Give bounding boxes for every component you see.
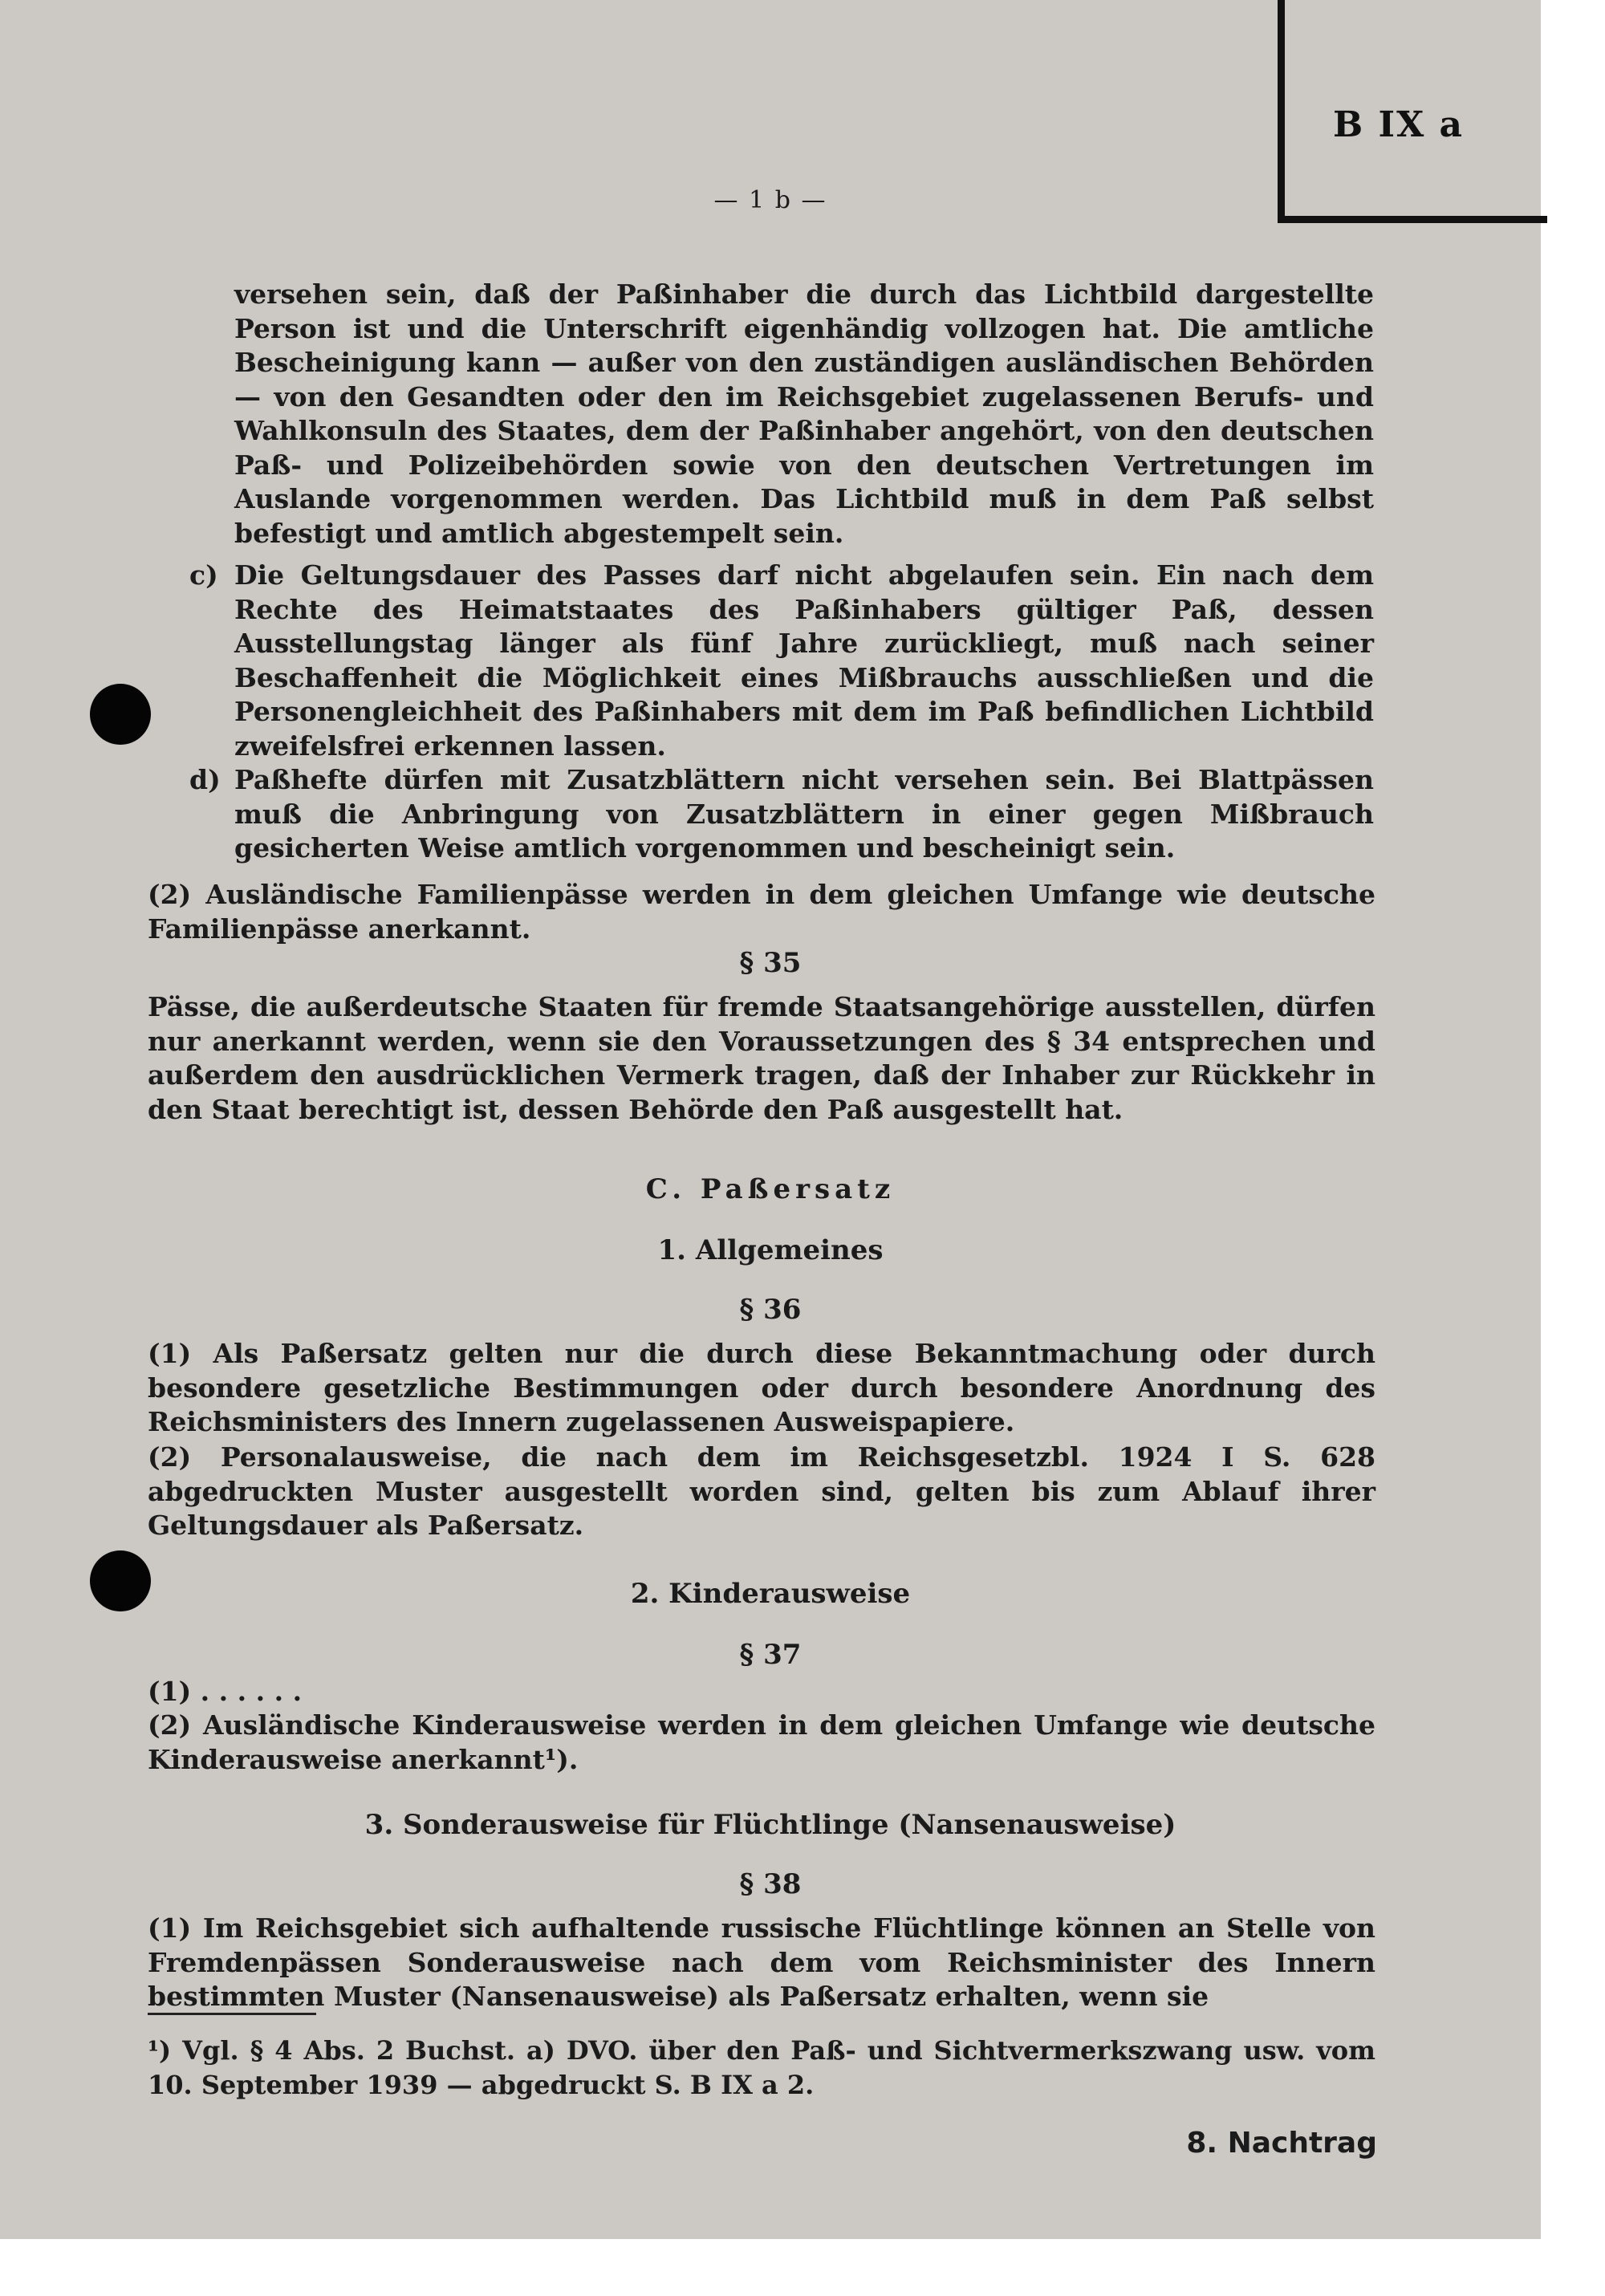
section-c-title: C. Paßersatz — [645, 1173, 896, 1205]
section-35-text: Pässe, die außerdeutsche Staaten für fremde Staatsangehörige ausstellen, dürfen nur anerkannt werden, wenn sie den Voraussetzungen des § 34 entsprechen und außerdem den ausdrücklichen Vermerk tragen, daß der Inhaber zur Rückkehr in den Staat berechtigt ist, dessen Behörde den Paß ausgestellt hat. — [148, 991, 1375, 1125]
item-d-label: d) — [189, 764, 221, 795]
paragraph-familienpaesse: (2) Ausländische Familienpässe werden in dem gleichen Umfange wie deutsche Familienpässe anerkannt. — [148, 879, 1375, 945]
section-35-heading: § 35 — [739, 947, 802, 979]
footnote-divider — [148, 2013, 316, 2015]
section-38-heading: § 38 — [739, 1868, 802, 1900]
item-c-text: Die Geltungsdauer des Passes darf nicht abgelaufen sein. Ein nach dem Rechte des Heimatstaates des Paßinhabers gültiger Paß, dessen Ausstellungstag länger als fünf Jahre zurückliegt, muß nach seiner Beschaffenheit die Möglichkeit eines Mißbrauchs ausschließen und die Personengleichheit des Paßinhabers mit dem im Paß befindlichen Lichtbild zweifelsfrei erkennen lassen. — [234, 559, 1374, 762]
section-36-heading: § 36 — [739, 1294, 802, 1326]
item-d-text: Paßhefte dürfen mit Zusatzblättern nicht versehen sein. Bei Blattpässen muß die Anbringung von Zusatzblättern in einer gegen Mißbrauch gesicherten Weise amtlich vorgenommen und bescheinigt sein. — [234, 764, 1374, 864]
footnote: ¹) Vgl. § 4 Abs. 2 Buchst. a) DVO. über den Paß- und Sichtvermerkszwang usw. vom 10. September 1939 — abgedruckt S. B IX a 2. — [148, 2035, 1375, 2100]
subsection-3-title: 3. Sonderausweise für Flüchtlinge (Nansenausweise) — [364, 1809, 1176, 1841]
item-c-label: c) — [189, 559, 218, 591]
section-36-paragraph-2: (2) Personalausweise, die nach dem im Reichsgesetzbl. 1924 I S. 628 abgedruckten Muster ausgestellt worden sind, gelten bis zum Ablauf ihrer Geltungsdauer als Paßersatz. — [148, 1441, 1375, 1541]
section-37-paragraph-2: (2) Ausländische Kinderausweise werden in dem gleichen Umfange wie deutsche Kinderausweise anerkannt¹). — [148, 1709, 1375, 1775]
section-code: B IX a — [1333, 104, 1465, 145]
subsection-2-title: 2. Kinderausweise — [630, 1578, 911, 1610]
supplement-label: 8. Nachtrag — [1186, 2127, 1377, 2160]
section-36-paragraph-1: (1) Als Paßersatz gelten nur die durch diese Bekanntmachung oder durch besondere gesetzliche Bestimmungen oder durch besondere Anordnung des Reichsministers des Innern zugelassenen Ausweispapiere. — [148, 1338, 1375, 1437]
section-37-paragraph-1: (1) . . . . . . — [148, 1676, 303, 1707]
paragraph-b-continuation: versehen sein, daß der Paßinhaber die durch das Lichtbild dargestellte Person ist und die Unterschrift eigenhändig vollzogen hat. Die amtliche Bescheinigung kann — außer von den zuständigen ausländischen Behörden — von den Gesandten oder den im Reichsgebiet zugelassenen Berufs- und Wahlkonsuln des Staates, dem der Paßinhaber angehört, von den deutschen Paß- und Polizeibehörden sowie von den deutschen Vertretungen im Auslande vorgenommen werden. Das Lichtbild muß in dem Paß selbst befestigt und amtlich abgestempelt sein. — [234, 278, 1374, 549]
section-37-heading: § 37 — [739, 1639, 802, 1671]
punch-hole-top — [90, 684, 151, 745]
section-38-paragraph-1: (1) Im Reichsgebiet sich aufhaltende russische Flüchtlinge können an Stelle von Fremdenpässen Sonderausweise nach dem vom Reichsminister des Innern bestimmten Muster (Nansenausweise) als Paßersatz erhalten, wenn sie — [148, 1912, 1375, 2012]
subsection-1-title: 1. Allgemeines — [657, 1234, 884, 1266]
page-number: — 1 b — — [713, 186, 827, 214]
